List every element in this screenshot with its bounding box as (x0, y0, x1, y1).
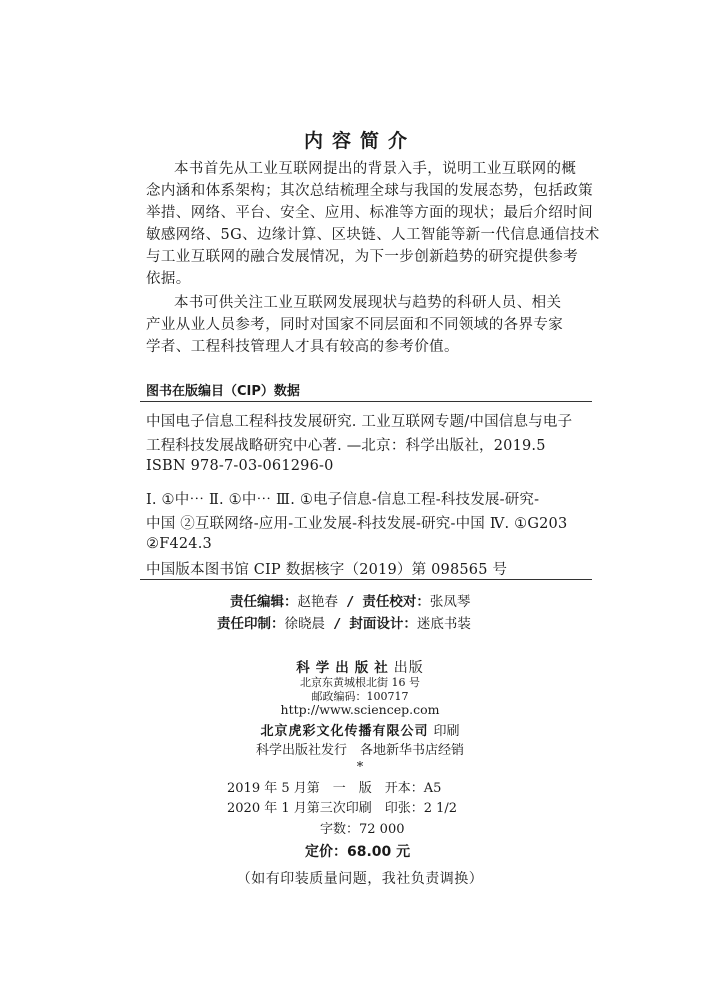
credit-line-editors (230, 590, 470, 610)
print-name: 徐晓晨 (284, 616, 325, 632)
design-label: / 封面设计： (333, 616, 417, 632)
cip-line: 中国 ②互联网络-应用-工业发展-科技发展-研究-中国 Ⅳ. ①G203 (146, 516, 568, 532)
cip-line: 工程科技发展战略研究中心著. —北京：科学出版社，2019.5 (146, 438, 546, 454)
cip-heading: 图书在版编目（CIP）数据 (146, 384, 300, 399)
distribution-line: 科学出版社发行 各地新华书店经销 (255, 743, 464, 758)
publisher-url: http://www.sciencep.com (280, 702, 440, 717)
intro-line: 与工业互联网的融合发展情况，为下一步创新趋势的研究提供参考 (146, 249, 579, 265)
intro-line: 本书可供关注工业互联网发展现状与趋势的科研人员、相关 (174, 295, 562, 311)
price: 定价：68.00 元 (305, 844, 411, 860)
editor-label: 责任编辑： (230, 594, 298, 610)
intro-line: 本书首先从工业互联网提出的背景入手，说明工业互联网的概 (174, 161, 577, 177)
intro-line: 依据。 (146, 271, 191, 287)
intro-line: 念内涵和体系架构；其次总结梳理全球与我国的发展态势，包括政策 (146, 183, 593, 199)
intro-line: 学者、工程科技管理人才具有较高的参考价值。 (146, 339, 459, 355)
cip-line: ②F424.3 (146, 536, 212, 552)
proofreader-name: 张凤琴 (429, 594, 471, 610)
cip-top-rule (140, 401, 592, 402)
publisher-suffix: 出版 (393, 660, 424, 676)
publisher-postcode: 邮政编码：100717 (311, 690, 409, 703)
credit-line-production (217, 612, 471, 632)
cip-line: 中国电子信息工程科技发展研究. 工业互联网专题/中国信息与电子 (146, 414, 573, 430)
printer-name: 北京虎彩文化传播有限公司 (260, 724, 429, 739)
intro-line: 产业从业人员参考，同时对国家不同层面和不同领域的各界专家 (146, 317, 564, 333)
intro-line: 举措、网络、平台、安全、应用、标准等方面的现状；最后介绍时间 (146, 205, 593, 221)
cip-number: 中国版本图书馆 CIP 数据核字（2019）第 098565 号 (146, 562, 508, 578)
quality-notice: （如有印装质量问题，我社负责调换） (236, 871, 484, 887)
intro-line: 敏感网络、5G、边缘计算、区块链、人工智能等新一代信息通信技术 (146, 227, 600, 243)
separator-star: * (356, 760, 364, 775)
cip-isbn: ISBN 978-7-03-061296-0 (146, 458, 334, 474)
edition-line-1: 2019 年 5 月第 一 版 开本：A5 (227, 781, 442, 796)
printer-suffix: 印刷 (433, 724, 460, 739)
print-label: 责任印制： (217, 616, 285, 632)
proofreader-label: / 责任校对： (346, 594, 430, 610)
cip-line: Ⅰ. ①中⋯ Ⅱ. ①中⋯ Ⅲ. ①电子信息-信息工程-科技发展-研究- (146, 492, 540, 508)
word-count: 字数：72 000 (320, 822, 405, 837)
publisher-address: 北京东黄城根北街 16 号 (300, 676, 420, 689)
cip-bottom-rule (140, 579, 592, 580)
design-name: 迷底书装 (416, 616, 471, 632)
printer-line (0, 720, 720, 739)
edition-line-2: 2020 年 1 月第三次印刷 印张：2 1/2 (227, 801, 458, 816)
intro-title: 内容简介 (303, 130, 416, 152)
editor-name: 赵艳春 (297, 594, 338, 610)
publisher-name: 科学出版社 (296, 660, 394, 676)
